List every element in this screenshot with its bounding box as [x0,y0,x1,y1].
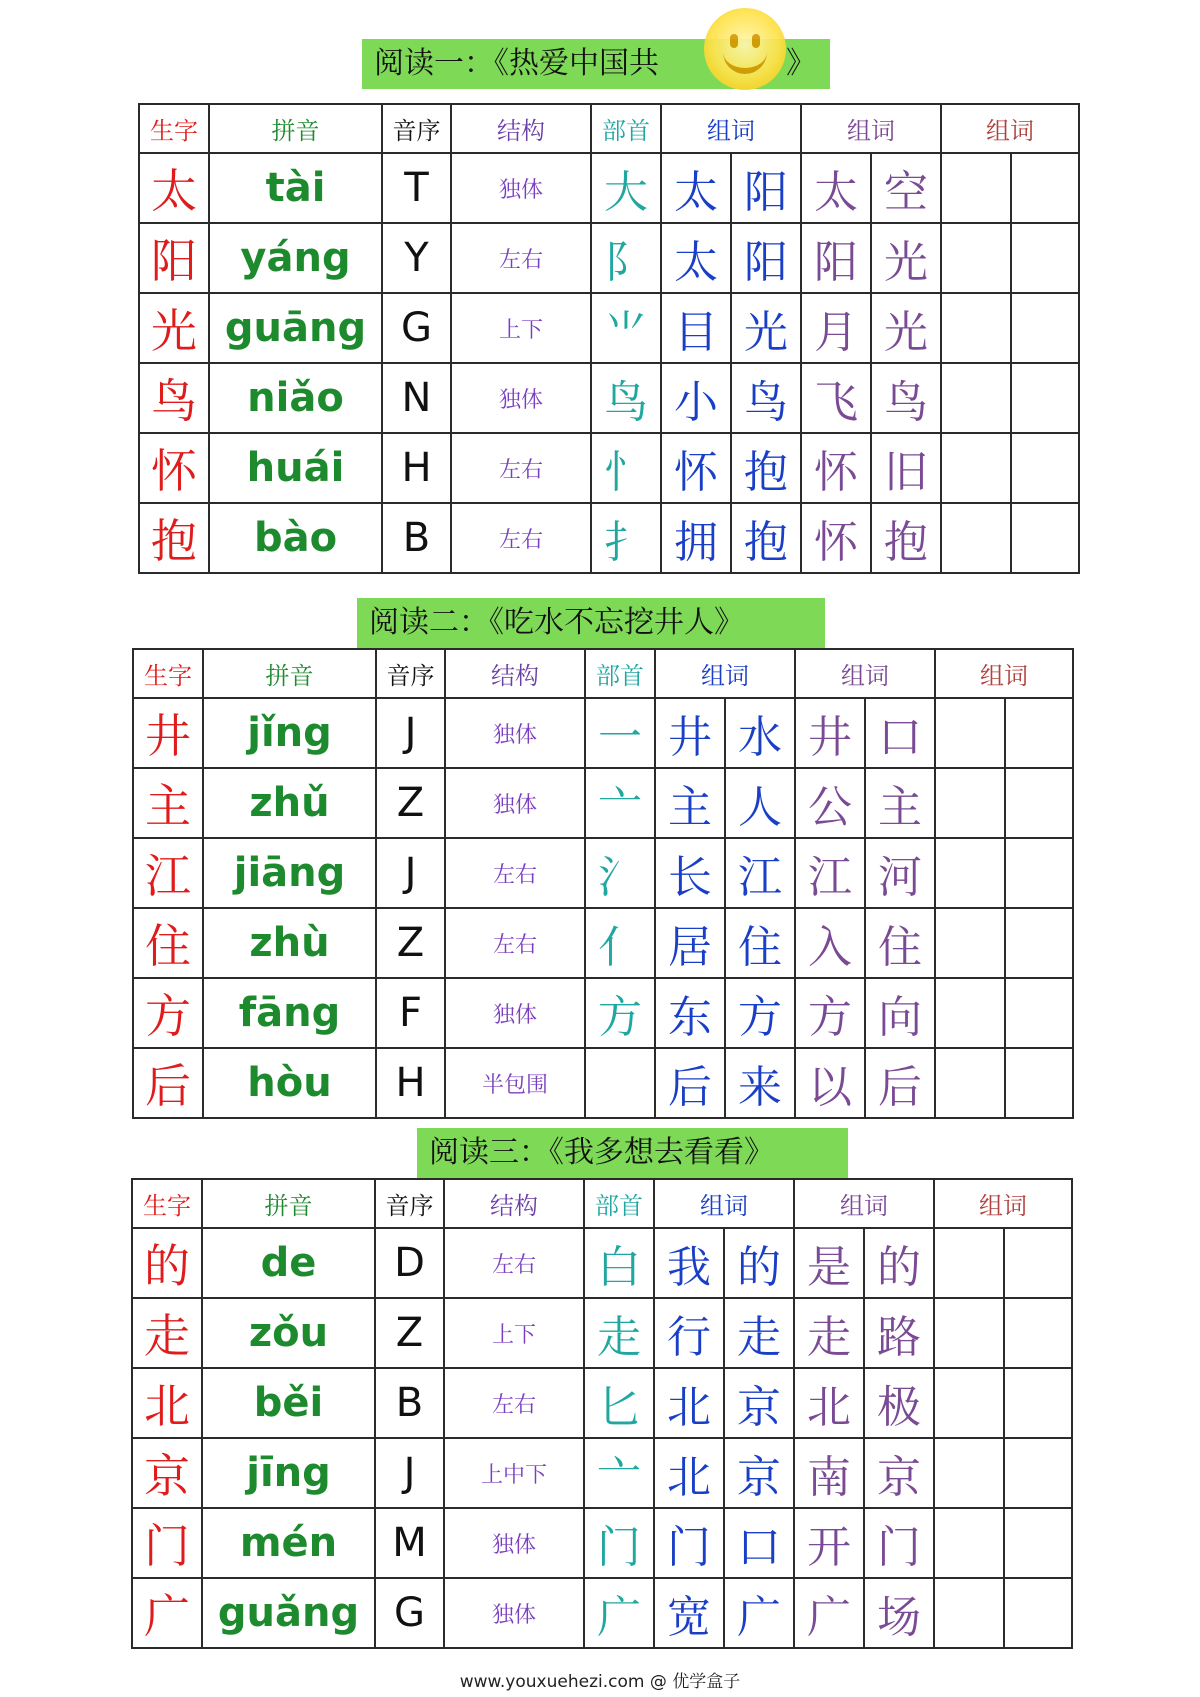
table-row [133,768,1073,838]
cell-word3-a [934,1228,1004,1298]
cell-word2-a: 月 [801,293,871,363]
cell-word3-a [941,503,1011,573]
cell-structure: 左右 [445,838,585,908]
header-char: 生字 [139,104,209,153]
cell-radical: 匕 [584,1368,654,1438]
cell-word2-b: 门 [864,1508,934,1578]
cell-order: N [382,363,451,433]
cell-order: Y [382,223,451,293]
header-words-2: 组词 [794,1179,934,1228]
cell-word1-a: 怀 [661,433,731,503]
table-row [132,1298,1072,1368]
cell-order: J [375,1438,444,1508]
cell-structure: 左右 [451,433,591,503]
header-pinyin: 拼音 [202,1179,375,1228]
cell-word3-b [1005,838,1073,908]
header-words-3: 组词 [935,649,1073,698]
cell-word2-a: 是 [794,1228,864,1298]
cell-word2-a: 公 [795,768,865,838]
cell-structure: 左右 [451,503,591,573]
header-order: 音序 [382,104,451,153]
cell-word3-b [1011,363,1079,433]
cell-pinyin: hòu [203,1048,376,1118]
table-row [139,223,1079,293]
table-row [133,908,1073,978]
cell-word2-b: 后 [865,1048,935,1118]
cell-word2-b: 旧 [871,433,941,503]
cell-word1-a: 长 [655,838,725,908]
cell-word2-a: 阳 [801,223,871,293]
cell-structure: 独体 [451,363,591,433]
table-row [132,1438,1072,1508]
cell-word1-b: 抱 [731,433,801,503]
table-row [132,1578,1072,1648]
cell-word1-b: 方 [725,978,795,1048]
cell-radical: 大 [591,153,661,223]
cell-word2-a: 广 [794,1578,864,1648]
cell-structure: 左右 [445,908,585,978]
cell-structure: 上中下 [444,1438,584,1508]
cell-order: G [382,293,451,363]
cell-char: 鸟 [139,363,209,433]
cell-radical: 亻 [585,908,655,978]
cell-structure: 左右 [444,1228,584,1298]
cell-pinyin: fāng [203,978,376,1048]
cell-word3-b [1004,1368,1072,1438]
cell-radical: 白 [584,1228,654,1298]
cell-pinyin: běi [202,1368,375,1438]
cell-word1-a: 主 [655,768,725,838]
cell-word2-b: 向 [865,978,935,1048]
cell-word2-b: 口 [865,698,935,768]
cell-word2-b: 极 [864,1368,934,1438]
section-title-text: 阅读二：《吃水不忘挖井人》 [369,605,744,640]
cell-word2-b: 光 [871,293,941,363]
header-words-1: 组词 [654,1179,794,1228]
cell-radical: 扌 [591,503,661,573]
section-title-tail: 》 [786,46,816,81]
cell-word3-a [934,1368,1004,1438]
cell-word2-a: 方 [795,978,865,1048]
cell-structure: 独体 [445,698,585,768]
cell-order: Z [375,1298,444,1368]
char-table-2 [132,648,1074,1119]
cell-word1-a: 后 [655,1048,725,1118]
cell-word1-b: 住 [725,908,795,978]
cell-word1-b: 京 [724,1368,794,1438]
header-words-1: 组词 [655,649,795,698]
header-order: 音序 [376,649,445,698]
cell-word1-b: 走 [724,1298,794,1368]
cell-word1-b: 阳 [731,153,801,223]
cell-word2-a: 怀 [801,433,871,503]
cell-word3-b [1005,978,1073,1048]
cell-word2-b: 抱 [871,503,941,573]
cell-pinyin: tài [209,153,382,223]
cell-word1-b: 鸟 [731,363,801,433]
cell-pinyin: yáng [209,223,382,293]
cell-order: J [376,838,445,908]
cell-word3-a [941,433,1011,503]
cell-radical: 忄 [591,433,661,503]
cell-pinyin: niǎo [209,363,382,433]
section-title-3 [417,1128,848,1178]
char-table-1 [138,103,1080,574]
cell-word2-b: 路 [864,1298,934,1368]
cell-word1-a: 太 [661,223,731,293]
cell-char: 怀 [139,433,209,503]
header-radical: 部首 [591,104,661,153]
cell-word2-a: 入 [795,908,865,978]
cell-structure: 独体 [444,1578,584,1648]
cell-word1-b: 的 [724,1228,794,1298]
cell-word3-a [935,838,1005,908]
cell-char: 广 [132,1578,202,1648]
cell-word2-a: 北 [794,1368,864,1438]
cell-char: 方 [133,978,203,1048]
cell-radical: 亠 [584,1438,654,1508]
cell-pinyin: jīng [202,1438,375,1508]
cell-order: J [376,698,445,768]
header-words-2: 组词 [795,649,935,698]
cell-char: 走 [132,1298,202,1368]
cell-word3-a [941,363,1011,433]
cell-order: Z [376,768,445,838]
smiley-face-icon [704,8,786,90]
table-header-row [133,649,1073,698]
cell-char: 门 [132,1508,202,1578]
cell-word2-b: 住 [865,908,935,978]
cell-word3-b [1004,1578,1072,1648]
cell-word3-a [941,223,1011,293]
cell-word1-a: 小 [661,363,731,433]
cell-word2-a: 飞 [801,363,871,433]
cell-word3-a [935,908,1005,978]
cell-word2-b: 空 [871,153,941,223]
table-row [133,978,1073,1048]
cell-word2-b: 京 [864,1438,934,1508]
cell-radical: 走 [584,1298,654,1368]
header-structure: 结构 [444,1179,584,1228]
cell-order: M [375,1508,444,1578]
cell-word1-a: 目 [661,293,731,363]
cell-word3-b [1004,1438,1072,1508]
cell-radical: 阝 [591,223,661,293]
cell-radical: ⺌ [591,293,661,363]
cell-order: H [376,1048,445,1118]
cell-word3-a [934,1578,1004,1648]
table-row [139,433,1079,503]
cell-word1-a: 东 [655,978,725,1048]
header-words-3: 组词 [934,1179,1072,1228]
cell-word2-b: 河 [865,838,935,908]
table-row [139,363,1079,433]
cell-order: H [382,433,451,503]
cell-word3-b [1004,1508,1072,1578]
cell-char: 江 [133,838,203,908]
cell-word3-b [1005,908,1073,978]
cell-word3-a [935,698,1005,768]
cell-char: 京 [132,1438,202,1508]
cell-word3-a [935,1048,1005,1118]
cell-word1-b: 光 [731,293,801,363]
header-words-3: 组词 [941,104,1079,153]
cell-pinyin: mén [202,1508,375,1578]
table-row [139,503,1079,573]
table-row [133,1048,1073,1118]
cell-char: 的 [132,1228,202,1298]
cell-radical: 亠 [585,768,655,838]
cell-word2-b: 场 [864,1578,934,1648]
cell-radical [585,1048,655,1118]
cell-word1-b: 抱 [731,503,801,573]
cell-order: F [376,978,445,1048]
table-row [133,838,1073,908]
cell-order: G [375,1578,444,1648]
cell-structure: 上下 [444,1298,584,1368]
cell-word1-a: 我 [654,1228,724,1298]
cell-pinyin: bào [209,503,382,573]
cell-char: 光 [139,293,209,363]
section-title-text: 阅读三：《我多想去看看》 [429,1135,774,1170]
cell-radical: 方 [585,978,655,1048]
cell-word3-b [1011,153,1079,223]
table-row [132,1508,1072,1578]
cell-word3-b [1005,1048,1073,1118]
cell-char: 阳 [139,223,209,293]
cell-word1-b: 京 [724,1438,794,1508]
cell-order: B [382,503,451,573]
cell-word3-b [1011,503,1079,573]
cell-char: 太 [139,153,209,223]
cell-word3-a [935,768,1005,838]
cell-word3-b [1011,223,1079,293]
cell-word3-a [941,153,1011,223]
cell-word3-b [1011,293,1079,363]
cell-char: 主 [133,768,203,838]
cell-word2-a: 以 [795,1048,865,1118]
table-header-row [139,104,1079,153]
cell-word1-a: 行 [654,1298,724,1368]
cell-radical: 一 [585,698,655,768]
cell-word2-a: 南 [794,1438,864,1508]
cell-word1-a: 门 [654,1508,724,1578]
cell-word1-b: 广 [724,1578,794,1648]
cell-word1-b: 江 [725,838,795,908]
cell-word1-a: 宽 [654,1578,724,1648]
cell-structure: 半包围 [445,1048,585,1118]
header-pinyin: 拼音 [203,649,376,698]
cell-word2-a: 走 [794,1298,864,1368]
cell-word3-b [1005,698,1073,768]
cell-pinyin: guāng [209,293,382,363]
cell-structure: 上下 [451,293,591,363]
header-radical: 部首 [584,1179,654,1228]
header-char: 生字 [132,1179,202,1228]
cell-char: 井 [133,698,203,768]
cell-order: T [382,153,451,223]
cell-structure: 独体 [445,768,585,838]
cell-pinyin: huái [209,433,382,503]
cell-pinyin: zhǔ [203,768,376,838]
header-char: 生字 [133,649,203,698]
cell-word2-a: 江 [795,838,865,908]
cell-structure: 左右 [451,223,591,293]
cell-structure: 左右 [444,1368,584,1438]
cell-char: 住 [133,908,203,978]
cell-word1-a: 拥 [661,503,731,573]
cell-word3-b [1004,1298,1072,1368]
cell-pinyin: zhù [203,908,376,978]
header-words-1: 组词 [661,104,801,153]
table-row [133,698,1073,768]
header-words-2: 组词 [801,104,941,153]
table-header-row [132,1179,1072,1228]
cell-pinyin: zǒu [202,1298,375,1368]
cell-char: 后 [133,1048,203,1118]
smiley-mouth [723,42,767,74]
cell-word1-a: 居 [655,908,725,978]
cell-word3-b [1005,768,1073,838]
cell-order: B [375,1368,444,1438]
cell-word2-b: 主 [865,768,935,838]
cell-radical: 鸟 [591,363,661,433]
table-row [132,1228,1072,1298]
cell-word1-a: 北 [654,1438,724,1508]
cell-word2-a: 开 [794,1508,864,1578]
cell-radical: 门 [584,1508,654,1578]
cell-word1-b: 来 [725,1048,795,1118]
cell-word3-b [1011,433,1079,503]
cell-radical: 广 [584,1578,654,1648]
header-pinyin: 拼音 [209,104,382,153]
cell-word1-b: 口 [724,1508,794,1578]
cell-word3-b [1004,1228,1072,1298]
cell-word1-b: 水 [725,698,795,768]
cell-word3-a [934,1508,1004,1578]
cell-structure: 独体 [451,153,591,223]
cell-word3-a [935,978,1005,1048]
cell-structure: 独体 [445,978,585,1048]
cell-pinyin: de [202,1228,375,1298]
cell-word2-b: 的 [864,1228,934,1298]
cell-word3-a [934,1298,1004,1368]
header-structure: 结构 [445,649,585,698]
cell-word3-a [941,293,1011,363]
section-title-text: 阅读一：《热爱中国共 [374,46,659,81]
cell-word1-a: 北 [654,1368,724,1438]
cell-char: 抱 [139,503,209,573]
cell-order: D [375,1228,444,1298]
cell-word1-a: 井 [655,698,725,768]
header-order: 音序 [375,1179,444,1228]
header-structure: 结构 [451,104,591,153]
cell-pinyin: guǎng [202,1578,375,1648]
table-row [139,293,1079,363]
cell-word2-a: 怀 [801,503,871,573]
cell-word2-a: 井 [795,698,865,768]
cell-word1-b: 人 [725,768,795,838]
cell-structure: 独体 [444,1508,584,1578]
cell-pinyin: jiāng [203,838,376,908]
cell-word2-a: 太 [801,153,871,223]
char-table-3 [131,1178,1073,1649]
cell-pinyin: jǐng [203,698,376,768]
cell-word2-b: 光 [871,223,941,293]
cell-char: 北 [132,1368,202,1438]
cell-order: Z [376,908,445,978]
header-radical: 部首 [585,649,655,698]
table-row [132,1368,1072,1438]
cell-word1-a: 太 [661,153,731,223]
cell-word3-a [934,1438,1004,1508]
table-row [139,153,1079,223]
cell-word2-b: 鸟 [871,363,941,433]
footer-watermark[interactable]: www.youxuehezi.com @ 优学盒子 [459,1672,741,1692]
cell-radical: 氵 [585,838,655,908]
cell-word1-b: 阳 [731,223,801,293]
section-title-2 [357,598,825,648]
